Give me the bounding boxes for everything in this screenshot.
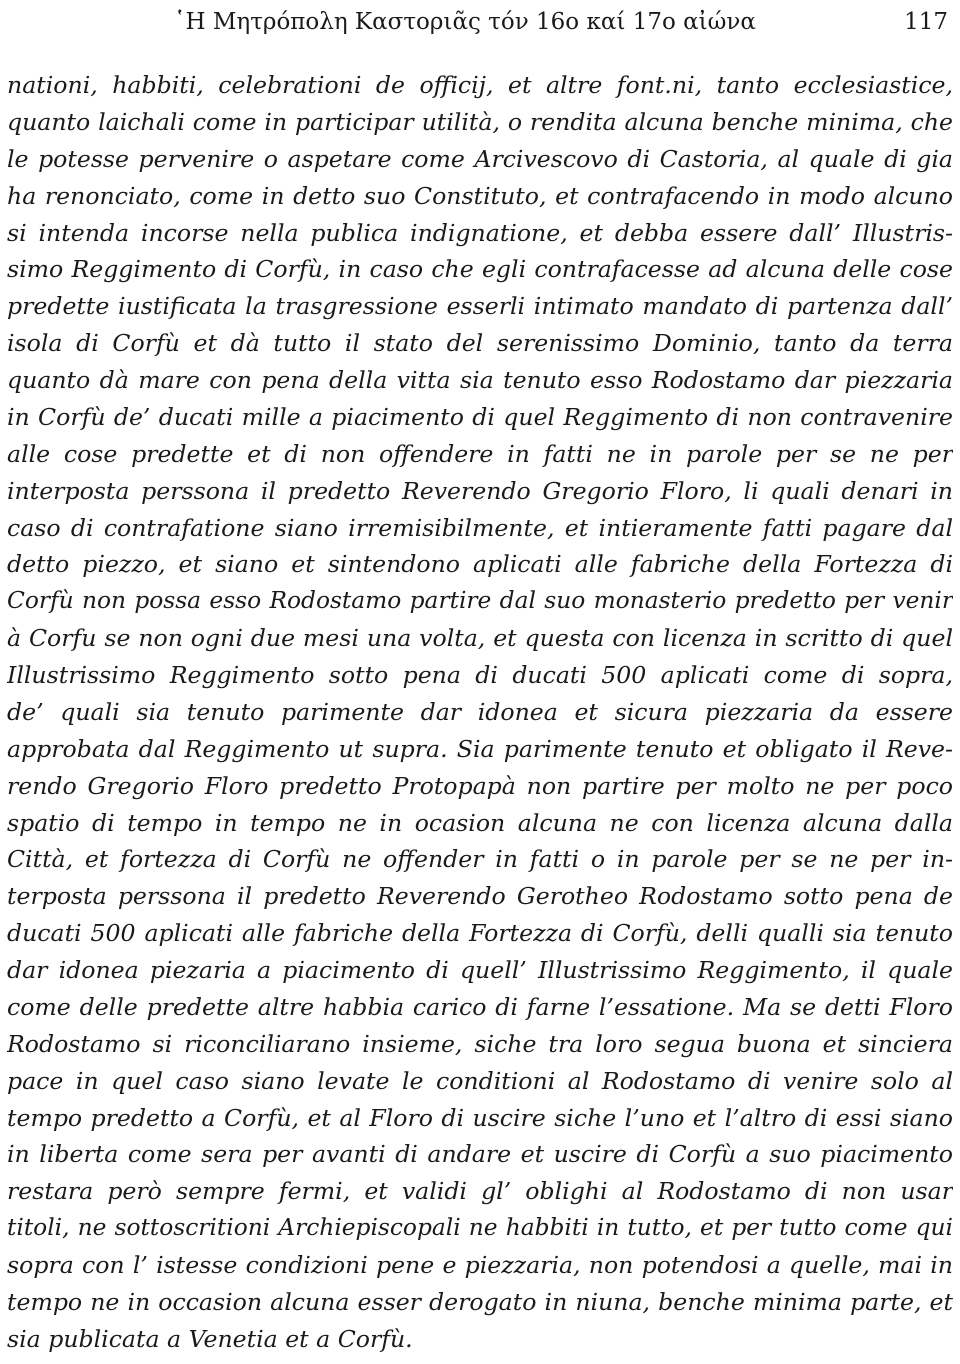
text-line: le potesse pervenire o aspetare come Arcivescovo di Castoria, al quale di gia: [7, 144, 953, 173]
text-line: dar idonea piezaria a piacimento di quell’ Illustrissimo Reggimento, il quale: [7, 956, 953, 984]
text-line: à Corfu se non ogni due mesi una volta, et questa con licenza in scritto di quel: [7, 624, 953, 653]
text-line: restara però sempre fermi, et validi gl’ oblighi al Rodostamo di non usar: [7, 1177, 953, 1206]
page-number: 117: [904, 9, 948, 35]
text-line: nationi, habbiti, celebrationi de officij, et altre font.ni, tanto ecclesiastice,: [7, 71, 953, 99]
text-line: simo Reggimento di Corfù, in caso che egli contrafacesse ad alcuna delle cose: [7, 255, 953, 284]
text-line: Corfù non possa esso Rodostamo partire dal suo monasterio predetto per venir: [7, 587, 953, 615]
text-line: isola di Corfù et dà tutto il stato del serenissimo Dominio, tanto da terra: [7, 329, 953, 358]
text-line: approbata dal Reggimento ut supra. Sia parimente tenuto et obligato il Reve-: [7, 734, 953, 763]
text-line: ducati 500 aplicati alle fabriche della Fortezza di Corfù, delli qualli sia tenuto: [7, 919, 953, 948]
running-title: ῾Η Μητρόπολη Καστοριᾶς τόν 16ο καί 17ο αἰώνα: [174, 9, 756, 35]
text-line: de’ quali sia tenuto parimente dar idonea et sicura piezzaria da essere: [7, 697, 953, 726]
text-line: si intenda incorse nella publica indignatione, et debba essere dall’ Illustris-: [7, 218, 953, 247]
body-text: [7, 67, 953, 1358]
text-line: interposta perssona il predetto Reverendo Gregorio Floro, li quali denari in: [7, 476, 953, 505]
text-line: pace in quel caso siano levate le conditioni al Rodostamo di venire solo al: [7, 1066, 953, 1095]
text-line: Illustrissimo Reggimento sotto pena di ducati 500 aplicati come di sopra,: [7, 661, 953, 689]
text-line: sopra con l’ istesse condizioni pene e piezzaria, non potendosi a quelle, mai in: [7, 1251, 953, 1279]
text-line: rendo Gregorio Floro predetto Protopapà non partire per molto ne per poco: [7, 771, 953, 800]
text-line: predette iustificata la trasgressione esserli intimato mandato di partenza dall’: [7, 292, 953, 321]
text-line: Rodostamo si riconciliarano insieme, siche tra loro segua buona et sinciera: [7, 1029, 953, 1058]
text-line: in liberta come sera per avanti di andare et uscire di Corfù a suo piacimento: [7, 1140, 953, 1169]
text-line: sia publicata a Venetia et a Corfù.: [7, 1324, 413, 1353]
text-line: Città, et fortezza di Corfù ne offender in fatti o in parole per se ne per in-: [7, 845, 953, 874]
text-line: caso di contrafatione siano irremisibilmente, et intieramente fatti pagare dal: [7, 513, 953, 542]
text-line: in Corfù de’ ducati mille a piacimento di quel Reggimento di non contravenire: [7, 402, 953, 431]
text-line: quanto dà mare con pena della vitta sia tenuto esso Rodostamo dar piezzaria: [7, 366, 953, 394]
text-line: tempo predetto a Corfù, et al Floro di uscire siche l’uno et l’altro di essi siano: [7, 1103, 953, 1132]
text-line: come delle predette altre habbia carico di farne l’essatione. Ma se detti Floro: [7, 992, 953, 1021]
text-line: spatio di tempo in tempo ne in ocasion alcuna ne con licenza alcuna dalla: [7, 808, 953, 837]
text-line: alle cose predette et di non offendere in fatti ne in parole per se ne per: [7, 439, 953, 468]
text-line: quanto laichali come in participar utilità, o rendita alcuna benche minima, che: [7, 107, 953, 136]
text-line: ha renonciato, come in detto suo Constituto, et contrafacendo in modo alcuno: [7, 181, 953, 210]
text-line: terposta perssona il predetto Reverendo Gerotheo Rodostamo sotto pena de: [7, 882, 953, 911]
running-header: [0, 4, 960, 40]
text-line: tempo ne in occasion alcuna esser derogato in niuna, benche minima parte, et: [7, 1287, 953, 1316]
text-line: detto piezzo, et siano et sintendono aplicati alle fabriche della Fortezza di: [7, 550, 953, 579]
text-line: titoli, ne sottoscritioni Archiepiscopali ne habbiti in tutto, et per tutto come qui: [7, 1214, 953, 1242]
